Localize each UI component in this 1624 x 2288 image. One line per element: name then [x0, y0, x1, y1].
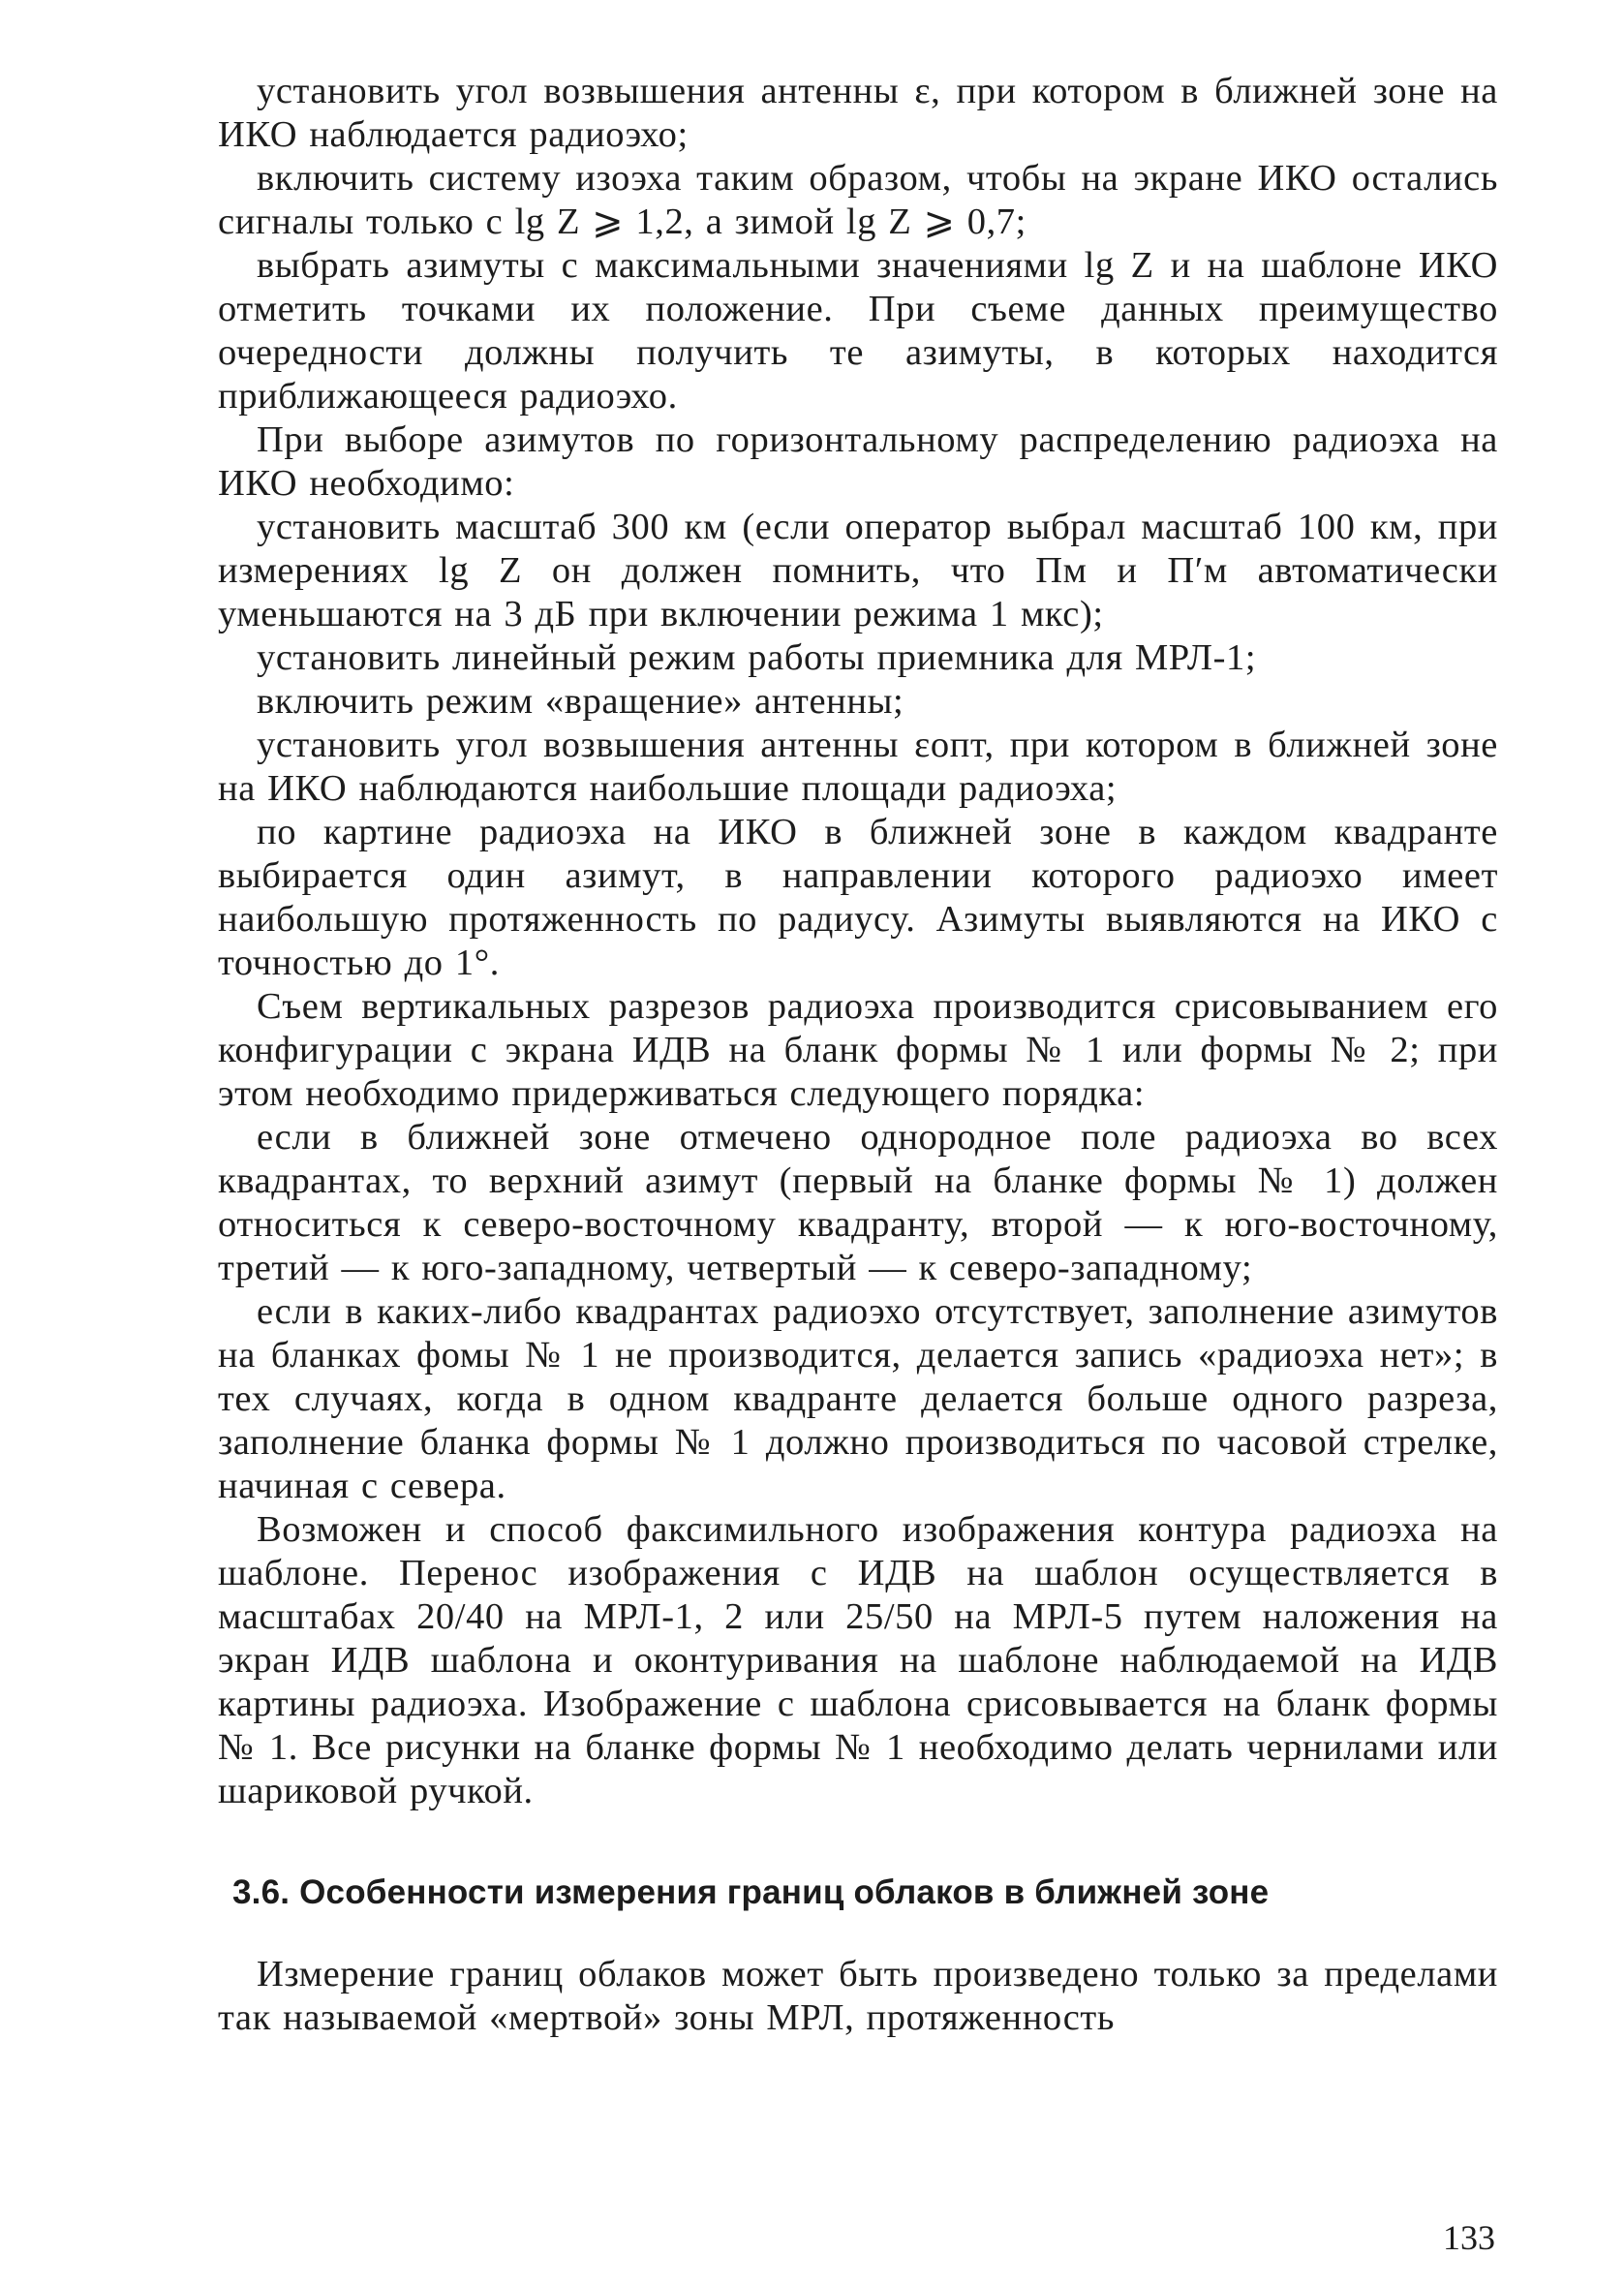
paragraph-1: установить угол возвышения антенны ε, при котором в ближней зоне на ИКО наблюдается радиоэхо; [218, 71, 1498, 155]
page-number: 133 [1443, 2218, 1495, 2257]
closing-paragraph: Измерение границ облаков может быть произведено только за пределами так называемой «мертвой» зоны МРЛ, протяженность [218, 1954, 1498, 2038]
paragraph-13: Возможен и способ факсимильного изображения контура радиоэха на шаблоне. Перенос изображения с ИДВ на шаблон осуществляется в масштабах 20/40 на МРЛ-1, 2 или 25/50 на МРЛ-5 путем наложения на экран ИДВ шаблона и оконтуривания на шаблоне наблюдаемой на ИДВ картины радиоэха. Изображение с шаблона срисовывается на бланк формы № 1. Все рисунки на бланке формы № 1 необходимо делать чернилами или шариковой ручкой. [218, 1509, 1498, 1811]
section-heading: 3.6. Особенности измерения границ облаков в ближней зоне [232, 1873, 1270, 1911]
paragraph-7: включить режим «вращение» антенны; [257, 681, 904, 722]
paragraph-10: Съем вертикальных разрезов радиоэха производится срисовыванием его конфигурации с экрана ИДВ на бланк формы № 1 или формы № 2; при этом необходимо придерживаться следующего порядка: [218, 986, 1498, 1114]
paragraph-11: если в ближней зоне отмечено однородное поле радиоэха во всех квадрантах, то верхний азимут (первый на бланке формы № 1) должен относиться к северо-восточному квадранту, второй — к юго-восточному, третий — к юго-западному, четвертый — к северо-западному; [218, 1117, 1498, 1288]
paragraph-12: если в каких-либо квадрантах радиоэхо отсутствует, заполнение азимутов на бланках фомы № 1 не производится, делается запись «радиоэха нет»; в тех случаях, когда в одном квадранте делается больше одного разреза, заполнение бланка формы № 1 должно производиться по часовой стрелке, начиная с севера. [218, 1291, 1498, 1506]
paragraph-4: При выборе азимутов по горизонтальному распределению радиоэха на ИКО необходимо: [218, 419, 1498, 504]
paragraph-6: установить линейный режим работы приемника для МРЛ-1; [257, 637, 1257, 678]
page-body [218, 70, 1498, 2040]
paragraph-9: по картине радиоэха на ИКО в ближней зоне в каждом квадранте выбирается один азимут, в направлении которого радиоэхо имеет наибольшую протяженность по радиусу. Азимуты выявляются на ИКО с точностью до 1°. [218, 812, 1498, 983]
paragraph-5: установить масштаб 300 км (если оператор выбрал масштаб 100 км, при измерениях lg Z он должен помнить, что Пм и П′м автоматически уменьшаются на 3 дБ при включении режима 1 мкс); [218, 507, 1498, 634]
paragraph-2: включить систему изоэха таким образом, чтобы на экране ИКО остались сигналы только с lg Z ⩾ 1,2, а зимой lg Z ⩾ 0,7; [218, 158, 1498, 242]
paragraph-8: установить угол возвышения антенны εопт, при котором в ближней зоне на ИКО наблюдаются наибольшие площади радиоэха; [218, 725, 1498, 809]
paragraph-3: выбрать азимуты с максимальными значениями lg Z и на шаблоне ИКО отметить точками их положение. При съеме данных преимущество очередности должны получить те азимуты, в которых находится приближающееся радиоэхо. [218, 245, 1498, 417]
